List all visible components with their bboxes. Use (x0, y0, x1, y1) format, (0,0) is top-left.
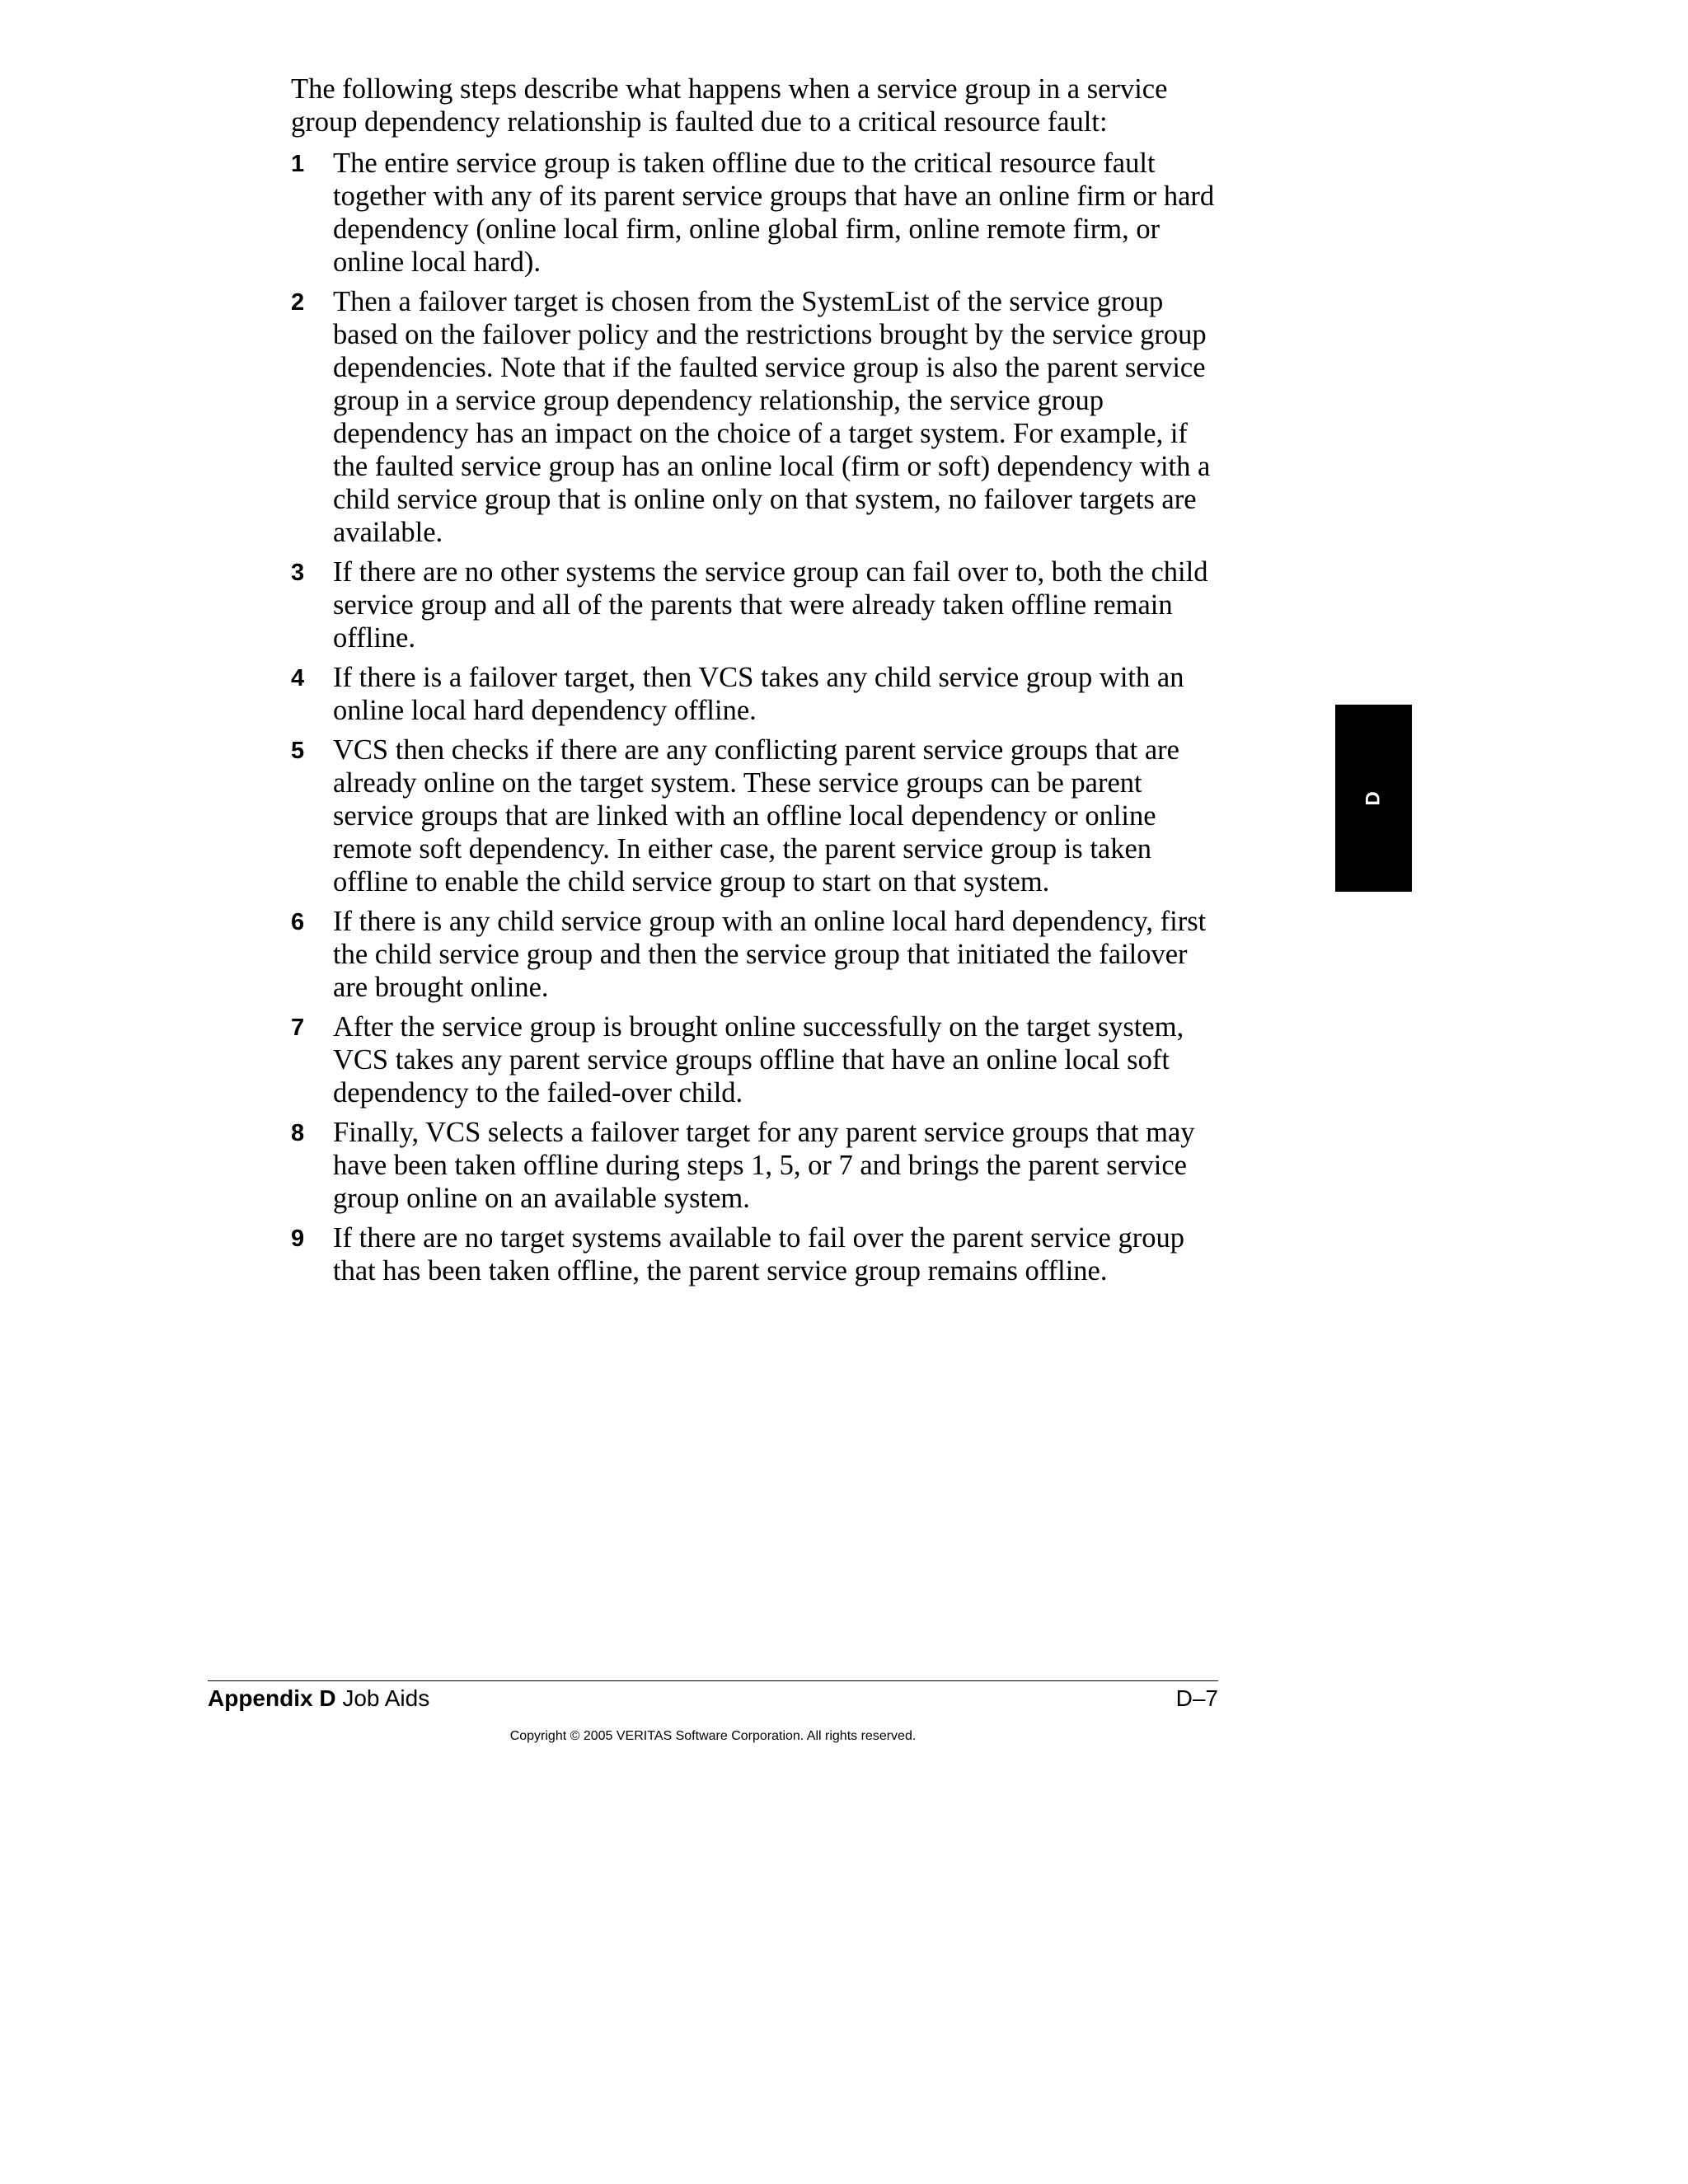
page-body (291, 73, 1218, 1294)
step-item (291, 555, 1218, 654)
step-number: 6 (291, 909, 305, 935)
step-number: 8 (291, 1120, 305, 1146)
step-number: 3 (291, 560, 305, 586)
step-item (291, 1010, 1218, 1109)
footer-page-number: D–7 (1175, 1685, 1218, 1711)
step-item (291, 905, 1218, 1004)
step-text: Finally, VCS selects a failover target for any parent service groups that may have been taken offline during steps 1, 5, or 7 and brings the parent service group online on an available system. (333, 1117, 1195, 1214)
step-text: If there are no other systems the service group can fail over to, both the child service group and all of the parents that were already taken offline remain offline. (333, 556, 1208, 654)
step-item (291, 733, 1218, 898)
footer-section-title: Job Aids (342, 1685, 430, 1711)
step-number: 9 (291, 1226, 305, 1252)
step-text: If there is any child service group with an online local hard dependency, first the child service group and then the service group that initiated the failover are brought online. (333, 906, 1207, 1003)
appendix-thumb-tab (1335, 705, 1412, 892)
step-number: 4 (291, 665, 305, 691)
step-item (291, 285, 1218, 549)
step-text: VCS then checks if there are any conflicting parent service groups that are already online on the target system. These service groups can be parent service groups that are linked with an offline local dependency or online remote soft dependency. In either case, the parent service group is taken offline to enable the child service group to start on that system. (333, 734, 1179, 898)
copyright-notice: Copyright © 2005 VERITAS Software Corporation. All rights reserved. (509, 1729, 917, 1743)
step-item (291, 147, 1218, 279)
step-text: After the service group is brought online successfully on the target system, VCS takes any parent service groups offline that have an online local soft dependency to the failed-over child. (333, 1011, 1184, 1108)
step-item (291, 1221, 1218, 1287)
footer-divider (208, 1680, 1218, 1681)
step-text: The entire service group is taken offline due to the critical resource fault together with any of its parent service groups that have an online firm or hard dependency (online local firm, online global firm, online remote firm, or online local hard). (333, 148, 1215, 278)
step-number: 7 (291, 1015, 305, 1041)
step-item (291, 661, 1218, 727)
step-text: If there is a failover target, then VCS takes any child service group with an online local hard dependency offline. (333, 662, 1184, 726)
step-number: 5 (291, 738, 305, 764)
appendix-tab-letter: D (1362, 790, 1385, 806)
step-text: Then a failover target is chosen from the SystemList of the service group based on the failover policy and the restrictions brought by the service group dependencies. Note that if the faulted service group is also the parent service group in a service group dependency relationship, the service group dependency has an impact on the choice of a target system. For example, if the faulted service group has an online local (firm or soft) dependency with a child service group that is online only on that system, no failover targets are available. (333, 286, 1211, 548)
step-number: 1 (291, 151, 305, 177)
intro-paragraph: The following steps describe what happens when a service group in a service group dependency relationship is faulted due to a critical resource fault: (291, 73, 1168, 138)
step-item (291, 1116, 1218, 1215)
footer-appendix: Appendix D (208, 1685, 336, 1711)
step-number: 2 (291, 289, 305, 316)
steps-list (291, 147, 1218, 1287)
footer-section-label (208, 1685, 429, 1713)
step-text: If there are no target systems available to fail over the parent service group that has been taken offline, the parent service group remains offline. (333, 1222, 1184, 1286)
